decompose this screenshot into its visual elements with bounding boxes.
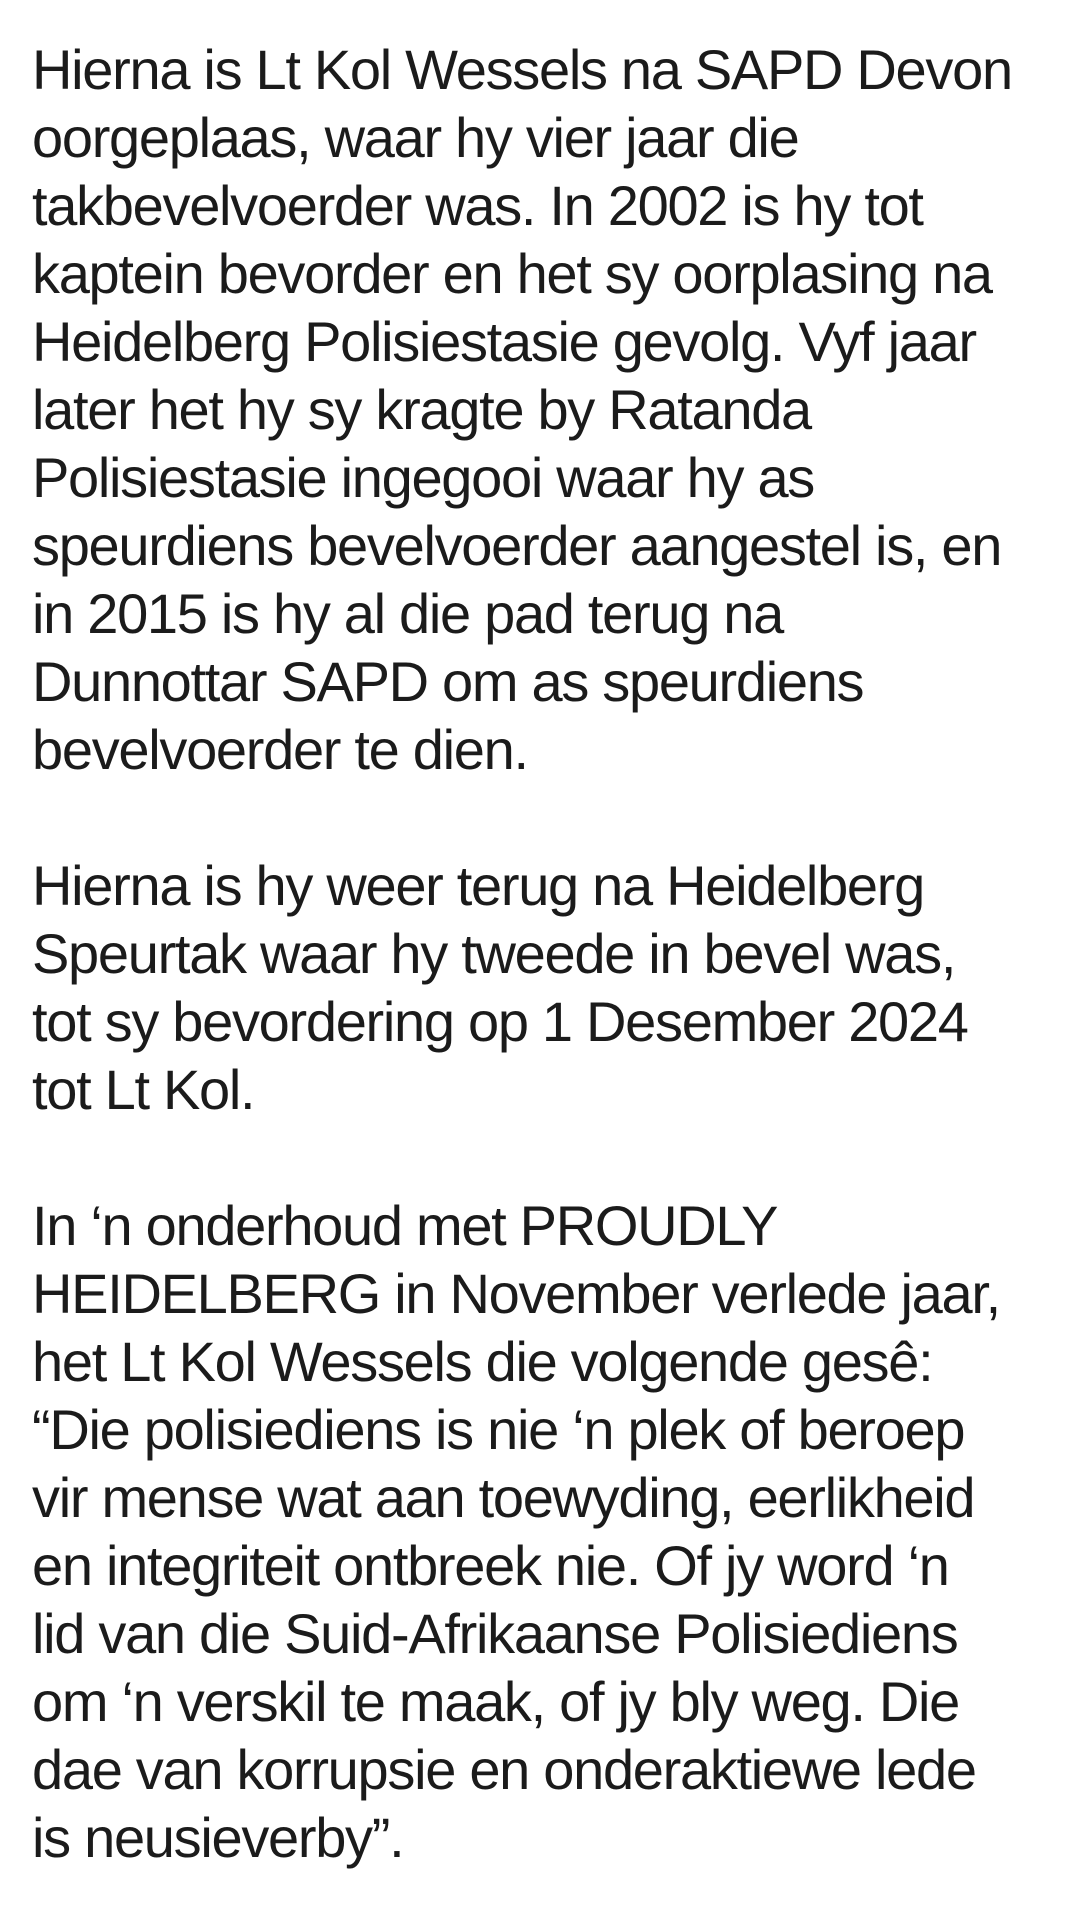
- paragraph: [32, 36, 1080, 784]
- text-line: HEIDELBERG in November verlede jaar,: [32, 1262, 1000, 1325]
- text-line: takbevelvoerder was. In 2002 is hy tot: [32, 174, 923, 237]
- text-line: in 2015 is hy al die pad terug na: [32, 582, 783, 645]
- paragraph: [32, 1192, 1080, 1872]
- paragraph: [32, 852, 1080, 1124]
- text-line: “Die polisiediens is nie ‘n plek of beroep: [32, 1398, 965, 1461]
- text-line: en integriteit ontbreek nie. Of jy word ‘n: [32, 1534, 949, 1597]
- text-line: speurdiens bevelvoerder aangestel is, en: [32, 514, 1002, 577]
- text-line: Hierna is Lt Kol Wessels na SAPD Devon: [32, 38, 1012, 101]
- text-line: oorgeplaas, waar hy vier jaar die: [32, 106, 799, 169]
- text-line: vir mense wat aan toewyding, eerlikheid: [32, 1466, 975, 1529]
- text-line: Speurtak waar hy tweede in bevel was,: [32, 922, 956, 985]
- text-line: Polisiestasie ingegooi waar hy as: [32, 446, 815, 509]
- text-line: is neusieverby”.: [32, 1806, 404, 1869]
- text-line: bevelvoerder te dien.: [32, 718, 528, 781]
- text-line: tot sy bevordering op 1 Desember 2024: [32, 990, 968, 1053]
- text-line: lid van die Suid-Afrikaanse Polisiediens: [32, 1602, 958, 1665]
- text-line: dae van korrupsie en onderaktiewe lede: [32, 1738, 976, 1801]
- text-line: om ‘n verskil te maak, of jy bly weg. Die: [32, 1670, 960, 1733]
- text-line: tot Lt Kol.: [32, 1058, 255, 1121]
- text-line: In ‘n onderhoud met PROUDLY: [32, 1194, 778, 1257]
- text-line: later het hy sy kragte by Ratanda: [32, 378, 811, 441]
- text-line: Heidelberg Polisiestasie gevolg. Vyf jaar: [32, 310, 976, 373]
- text-line: het Lt Kol Wessels die volgende gesê:: [32, 1330, 933, 1393]
- text-line: Dunnottar SAPD om as speurdiens: [32, 650, 864, 713]
- text-line: kaptein bevorder en het sy oorplasing na: [32, 242, 992, 305]
- text-line: Hierna is hy weer terug na Heidelberg: [32, 854, 924, 917]
